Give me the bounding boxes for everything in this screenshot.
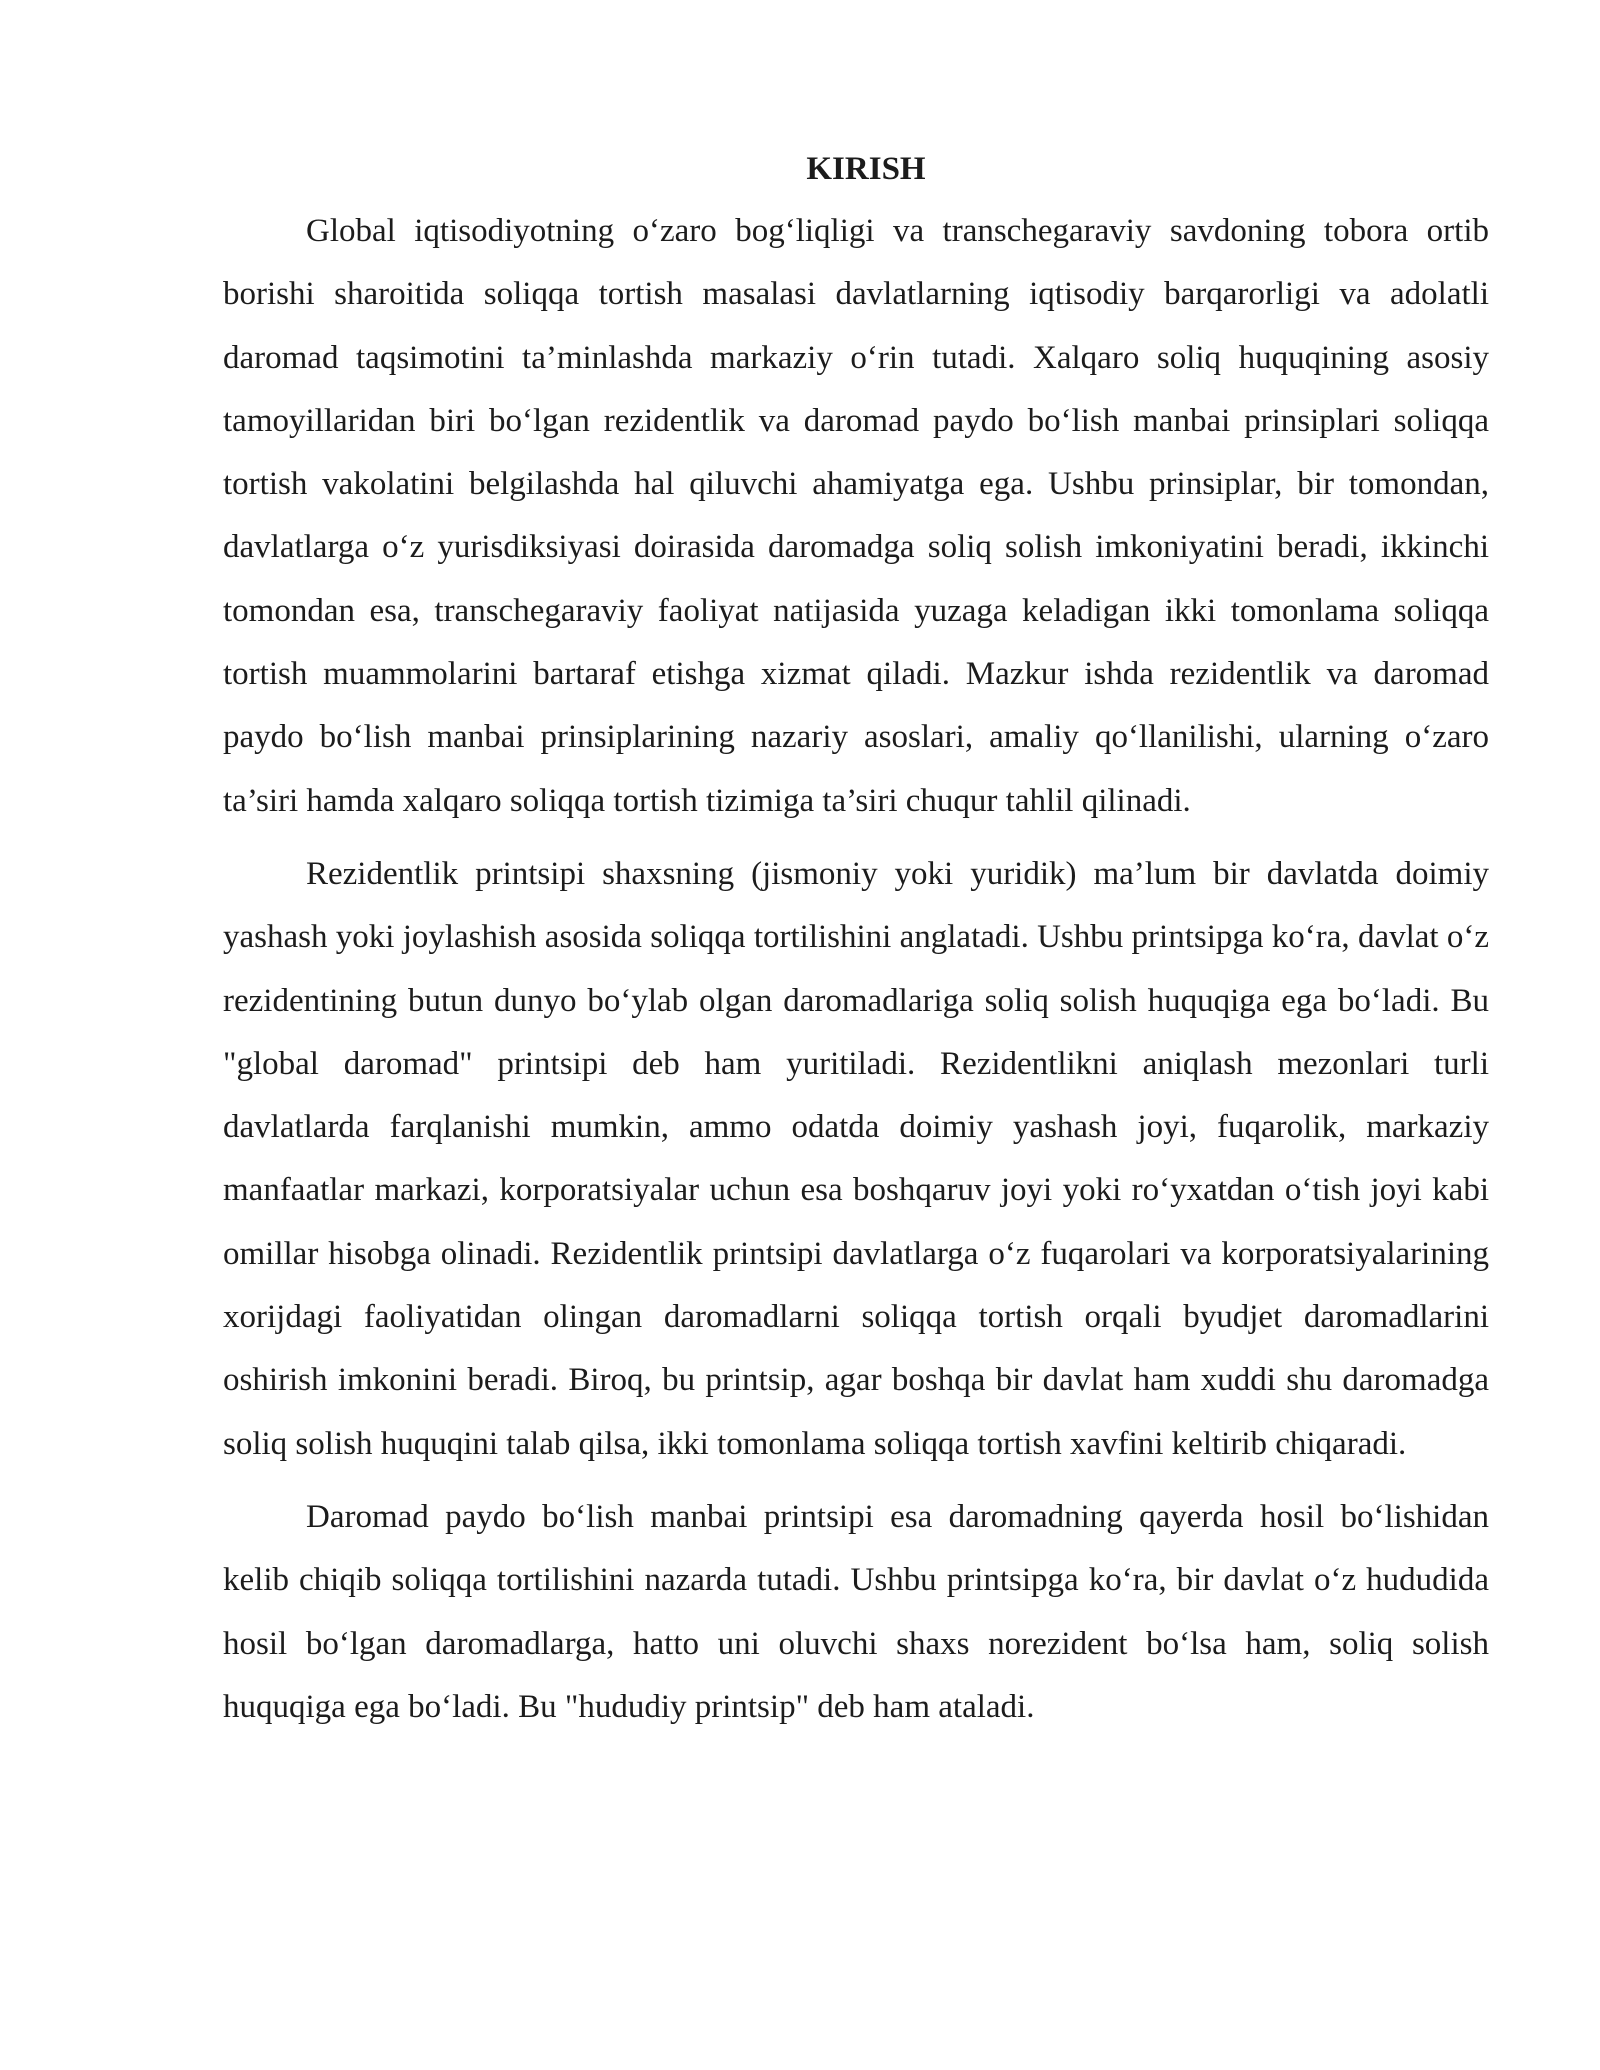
document-body — [223, 144, 1489, 1739]
paragraph-source-principle: Daromad paydo bo‘lish manbai printsipi esa daromadning qayerda hosil bo‘lishidan kelib chiqib soliqqa tortilishini nazarda tutadi. Ushbu printsipga ko‘ra, bir davlat o‘z hududida hosil bo‘lgan daromadlarga, hatto uni oluvchi shaxs norezident bo‘lsa ham, soliq solish huquqiga ega bo‘ladi. Bu "hududiy printsip" deb ham ataladi. — [223, 1498, 1489, 1725]
paragraph-intro: Global iqtisodiyotning o‘zaro bog‘liqligi va transchegaraviy savdoning tobora ortib borishi sharoitida soliqqa tortish masalasi davlatlarning iqtisodiy barqarorligi va adolatli daromad taqsimotini ta’minlashda markaziy o‘rin tutadi. Xalqaro soliq huquqining asosiy tamoyillaridan biri bo‘lgan rezidentlik va daromad paydo bo‘lish manbai prinsiplari soliqqa tortish vakolatini belgilashda hal qiluvchi ahamiyatga ega. Ushbu prinsiplar, bir tomondan, davlatlarga o‘z yurisdiksiyasi doirasida daromadga soliq solish imkoniyatini beradi, ikkinchi tomondan esa, transchegaraviy faoliyat natijasida yuzaga keladigan ikki tomonlama soliqqa tortish muammolarini bartaraf etishga xizmat qiladi. Mazkur ishda rezidentlik va daromad paydo bo‘lish manbai prinsiplarining nazariy asoslari, amaliy qo‘llanilishi, ularning o‘zaro ta’siri hamda xalqaro soliqqa tortish tizimiga ta’siri chuqur tahlil qilinadi. — [223, 213, 1489, 819]
document-title: KIRISH — [806, 151, 926, 187]
paragraph-residence-principle: Rezidentlik printsipi shaxsning (jismoniy yoki yuridik) ma’lum bir davlatda doimiy yashash yoki joylashish asosida soliqqa tortilishini anglatadi. Ushbu printsipga ko‘ra, davlat o‘z rezidentining butun dunyo bo‘ylab olgan daromadlariga soliq solish huquqiga ega bo‘ladi. Bu "global daromad" printsipi deb ham yuritiladi. Rezidentlikni aniqlash mezonlari turli davlatlarda farqlanishi mumkin, ammo odatda doimiy yashash joyi, fuqarolik, markaziy manfaatlar markazi, korporatsiyalar uchun esa boshqaruv joyi yoki ro‘yxatdan o‘tish joyi kabi omillar hisobga olinadi. Rezidentlik printsipi davlatlarga o‘z fuqarolari va korporatsiyalarining xorijdagi faoliyatidan olingan daromadlarni soliqqa tortish orqali byudjet daromadlarini oshirish imkonini beradi. Biroq, bu printsip, agar boshqa bir davlat ham xuddi shu daromadga soliq solish huquqini talab qilsa, ikki tomonlama soliqqa tortish xavfini keltirib chiqaradi. — [223, 855, 1489, 1462]
